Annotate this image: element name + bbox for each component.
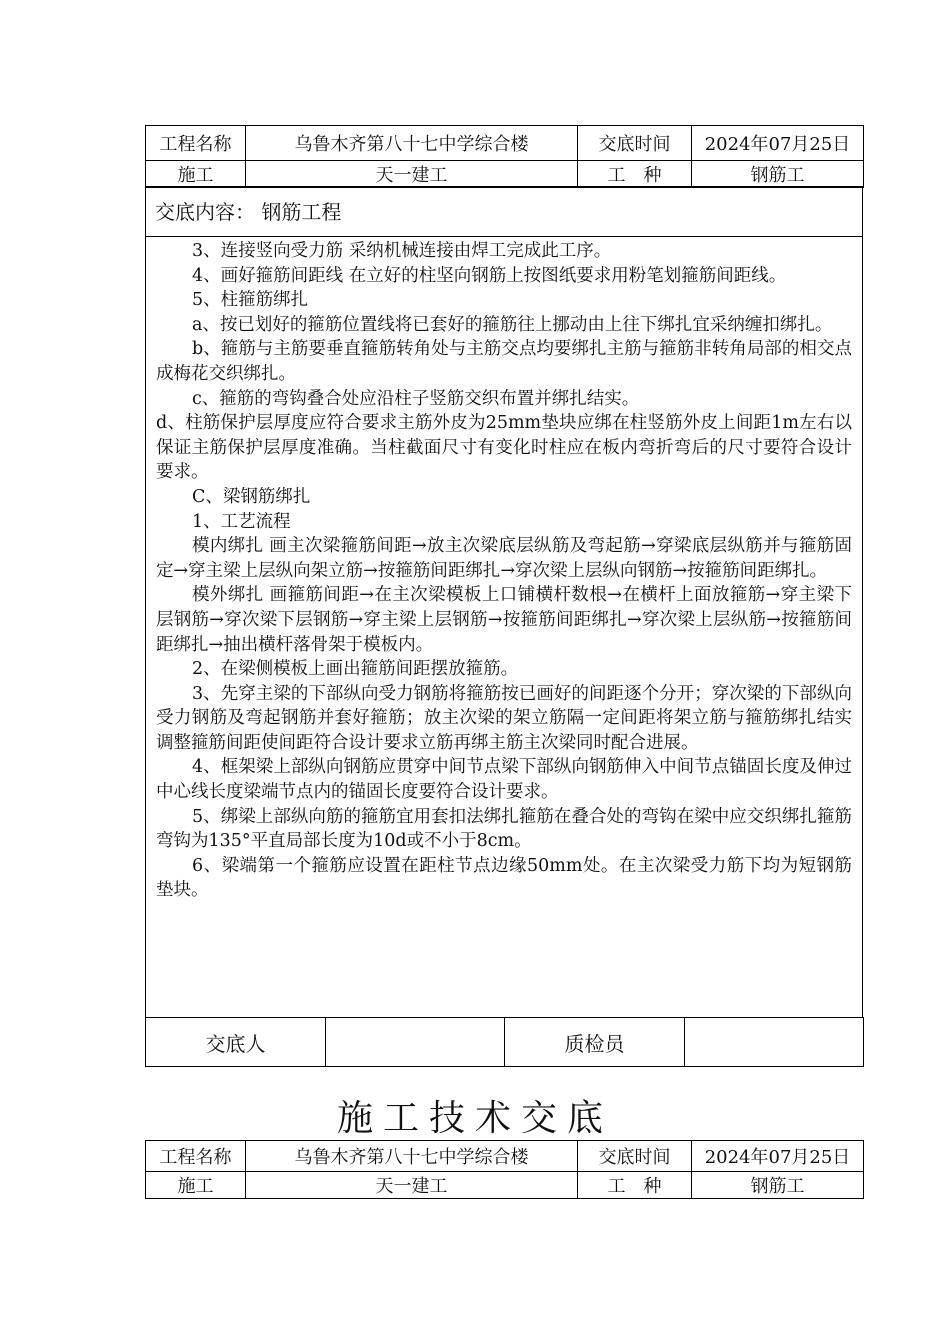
briefing-date-value: 2024年07月25日 — [692, 126, 864, 161]
project-name-label: 工程名称 — [146, 1141, 246, 1172]
construction-label: 施工 — [146, 1172, 246, 1199]
inspector-label: 质检员 — [505, 1018, 685, 1067]
inspector-signature-field[interactable] — [685, 1018, 864, 1067]
briefer-signature-field[interactable] — [326, 1018, 505, 1067]
content-title: 交底内容： 钢筋工程 — [146, 187, 862, 237]
content-paragraph: 1、工艺流程 — [192, 511, 291, 532]
content-body — [146, 237, 862, 903]
next-page-header-table — [145, 1140, 864, 1199]
briefer-label: 交底人 — [146, 1018, 326, 1067]
construction-unit-value: 天一建工 — [246, 1172, 578, 1199]
construction-label: 施工 — [146, 161, 246, 188]
signature-table — [145, 1017, 864, 1067]
content-paragraph: 3、连接竖向受力筋 采纳机械连接由焊工完成此工序。 — [192, 241, 612, 261]
content-paragraph: 5、柱箍筋绑扎 — [192, 290, 309, 311]
briefing-time-label: 交底时间 — [578, 126, 692, 161]
project-name-value: 乌鲁木齐第八十七中学综合楼 — [246, 126, 578, 161]
trade-value: 钢筋工 — [692, 1172, 864, 1199]
briefing-date-value: 2024年07月25日 — [692, 1141, 864, 1172]
construction-unit-value: 天一建工 — [246, 161, 578, 188]
trade-value: 钢筋工 — [692, 161, 864, 188]
content-paragraph: C、梁钢筋绑扎 — [192, 486, 311, 507]
trade-label: 工 种 — [578, 1172, 692, 1199]
content-paragraph: 3、先穿主梁的下部纵向受力钢筋将箍筋按已画好的间距逐个分开；穿次梁的下部纵向受力钢筋及弯起钢筋并套好箍筋；放主次梁的架立筋隔一定间距将架立筋与箍筋绑扎结实调整箍筋间距使间距符合设计要求立筋再绑主筋主次梁同时配合进展。 — [156, 683, 852, 753]
content-paragraph: 6、梁端第一个箍筋应设置在距柱节点边缘50mm处。在主次梁受力筋下均为短钢筋垫块。 — [156, 855, 852, 901]
content-paragraph: 模外绑扎 画箍筋间距→在主次梁模板上口铺横杆数根→在横杆上面放箍筋→穿主梁下层钢筋→穿次梁下层钢筋→穿主梁上层钢筋→按箍筋间距绑扎→穿次梁上层纵筋→按箍筋间距绑扎→抽出横杆落骨架于模板内。 — [156, 585, 852, 655]
content-paragraph: 5、绑梁上部纵向筋的箍筋宜用套扣法绑扎箍筋在叠合处的弯钩在梁中应交织绑扎箍筋弯钩为135°平直局部长度为10d或不小于8cm。 — [156, 806, 852, 852]
content-paragraph: 4、框架梁上部纵向钢筋应贯穿中间节点梁下部纵向钢筋伸入中间节点锚固长度及伸过中心线长度梁端节点内的锚固长度要符合设计要求。 — [156, 757, 852, 803]
briefing-time-label: 交底时间 — [578, 1141, 692, 1172]
next-page-title: 施工技术交底 — [336, 1098, 613, 1139]
content-paragraph: c、箍筋的弯钩叠合处应沿柱子竖筋交织布置并绑扎结实。 — [192, 388, 640, 409]
project-name-value: 乌鲁木齐第八十七中学综合楼 — [246, 1141, 578, 1172]
content-paragraph: b、箍筋与主筋要垂直箍筋转角处与主筋交点均要绑扎主筋与箍筋非转角局部的相交点成梅花交织绑扎。 — [156, 339, 852, 384]
content-paragraph: 模内绑扎 画主次梁箍筋间距→放主次梁底层纵筋及弯起筋→穿梁底层纵筋并与箍筋固定→穿主梁上层纵向架立筋→按箍筋间距绑扎→穿次梁上层纵向钢筋→按箍筋间距绑扎。 — [156, 536, 852, 581]
header-table — [145, 125, 864, 188]
project-name-label: 工程名称 — [146, 126, 246, 161]
content-paragraph: 4、画好箍筋间距线 在立好的柱坚向钢筋上按图纸要求用粉笔划箍筋间距线。 — [192, 265, 787, 286]
content-paragraph: d、柱筋保护层厚度应符合要求主筋外皮为25mm垫块应绑在柱竖筋外皮上间距1m左右以保证主筋保护层厚度准确。当柱截面尺寸有变化时柱应在板内弯折弯后的尺寸要符合设计要求。 — [156, 413, 852, 483]
content-paragraph: a、按已划好的箍筋位置线将已套好的箍筋往上挪动由上往下绑扎宜采纳缠扣绑扎。 — [192, 314, 833, 335]
trade-label: 工 种 — [578, 161, 692, 188]
briefing-content-box — [145, 186, 863, 1018]
content-paragraph: 2、在梁侧模板上画出箍筋间距摆放箍筋。 — [192, 659, 519, 680]
